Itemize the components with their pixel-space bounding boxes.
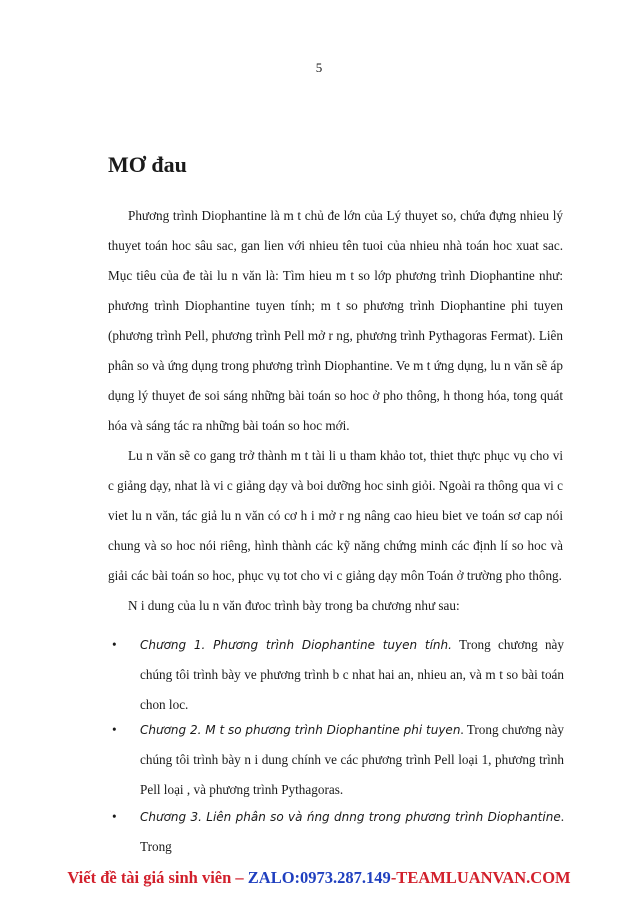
- list-item: [112, 630, 564, 720]
- chapter-title: Chương 3. Liên phân so và ńng dnng trong phương trình Diophantine: [140, 810, 561, 824]
- list-item: [112, 802, 564, 862]
- paragraph-purpose: Lu n văn sẽ co gang trở thành m t tài li u tham khảo tot, thiet thực phục vụ cho vi c giảng dạy, nhat là vi c giảng dạy và boi dưỡng hoc sinh giỏi. Ngoài ra thông qua vi c viet lu n văn, tác giả lu n văn có cơ h i mở r ng nâng cao hieu biet ve toán sơ cap nói chung và so hoc nói riêng, hình thành các kỹ năng chứng minh các định lí so hoc và giải các bài toán so hoc, phục vụ tot cho vi c giảng dạy môn Toán ở trường pho thông.: [108, 448, 563, 583]
- chapter-description: . Trong chương này chúng tôi trình bày n i dung chính ve các phương trình Pell loại 1, phương trình Pell loại , và phương trình Pythagoras.: [140, 722, 564, 797]
- footer-zalo: ZALO:0973.287.149: [247, 868, 391, 887]
- chapter-description: . Trong: [140, 809, 564, 854]
- chapter-description: Trong chương này chúng tôi trình bày ve phương trình b c nhat hai an, nhieu an, và m t so bài toán chon loc.: [140, 637, 564, 712]
- list-item-text: [140, 630, 564, 720]
- footer-text: Viết đề tài giá sinh viên –: [67, 868, 248, 887]
- footer-site: -TEAMLUANVAN.COM: [390, 868, 571, 887]
- bullet-icon: •: [112, 722, 117, 737]
- bullet-icon: •: [112, 809, 117, 824]
- section-heading: MƠ đau: [108, 152, 187, 177]
- chapter-title: Chương 1. Phương trình Diophantine tuyen tính.: [140, 638, 452, 652]
- list-item-text: [140, 802, 564, 862]
- paragraph-intro: Phương trình Diophantine là m t chủ đe lớn của Lý thuyet so, chứa đựng nhieu lý thuyet toán hoc sâu sac, gan lien với nhieu tên tuoi của nhieu nhà toán hoc xuat sac. Mục tiêu của đe tài lu n văn là: Tìm hieu m t so lớp phương trình Diophantine như: phương trình Diophantine tuyen tính; m t so phương trình Diophantine phi tuyen (phương trình Pell, phương trình Pell mở r ng, phương trình Pythagoras Fermat). Liên phân so và ứng dụng trong phương trình Diophantine. Ve m t ứng dụng, lu n văn sẽ áp dụng lý thuyet đe soi sáng những bài toán so hoc ở pho thông, h thong hóa, tong quát hóa và sáng tác ra những bài toán so hoc mới.: [108, 208, 563, 433]
- chapter-title: Chương 2. M t so phương trình Diophantine phi tuyen: [140, 723, 461, 737]
- paragraph-contents-intro: N i dung của lu n văn đưoc trình bày trong ba chương như sau:: [128, 598, 460, 613]
- list-item-text: [140, 715, 564, 805]
- page-number: 5: [315, 60, 323, 75]
- bullet-icon: •: [112, 637, 117, 652]
- list-item: [112, 715, 564, 805]
- footer-banner: [0, 868, 638, 888]
